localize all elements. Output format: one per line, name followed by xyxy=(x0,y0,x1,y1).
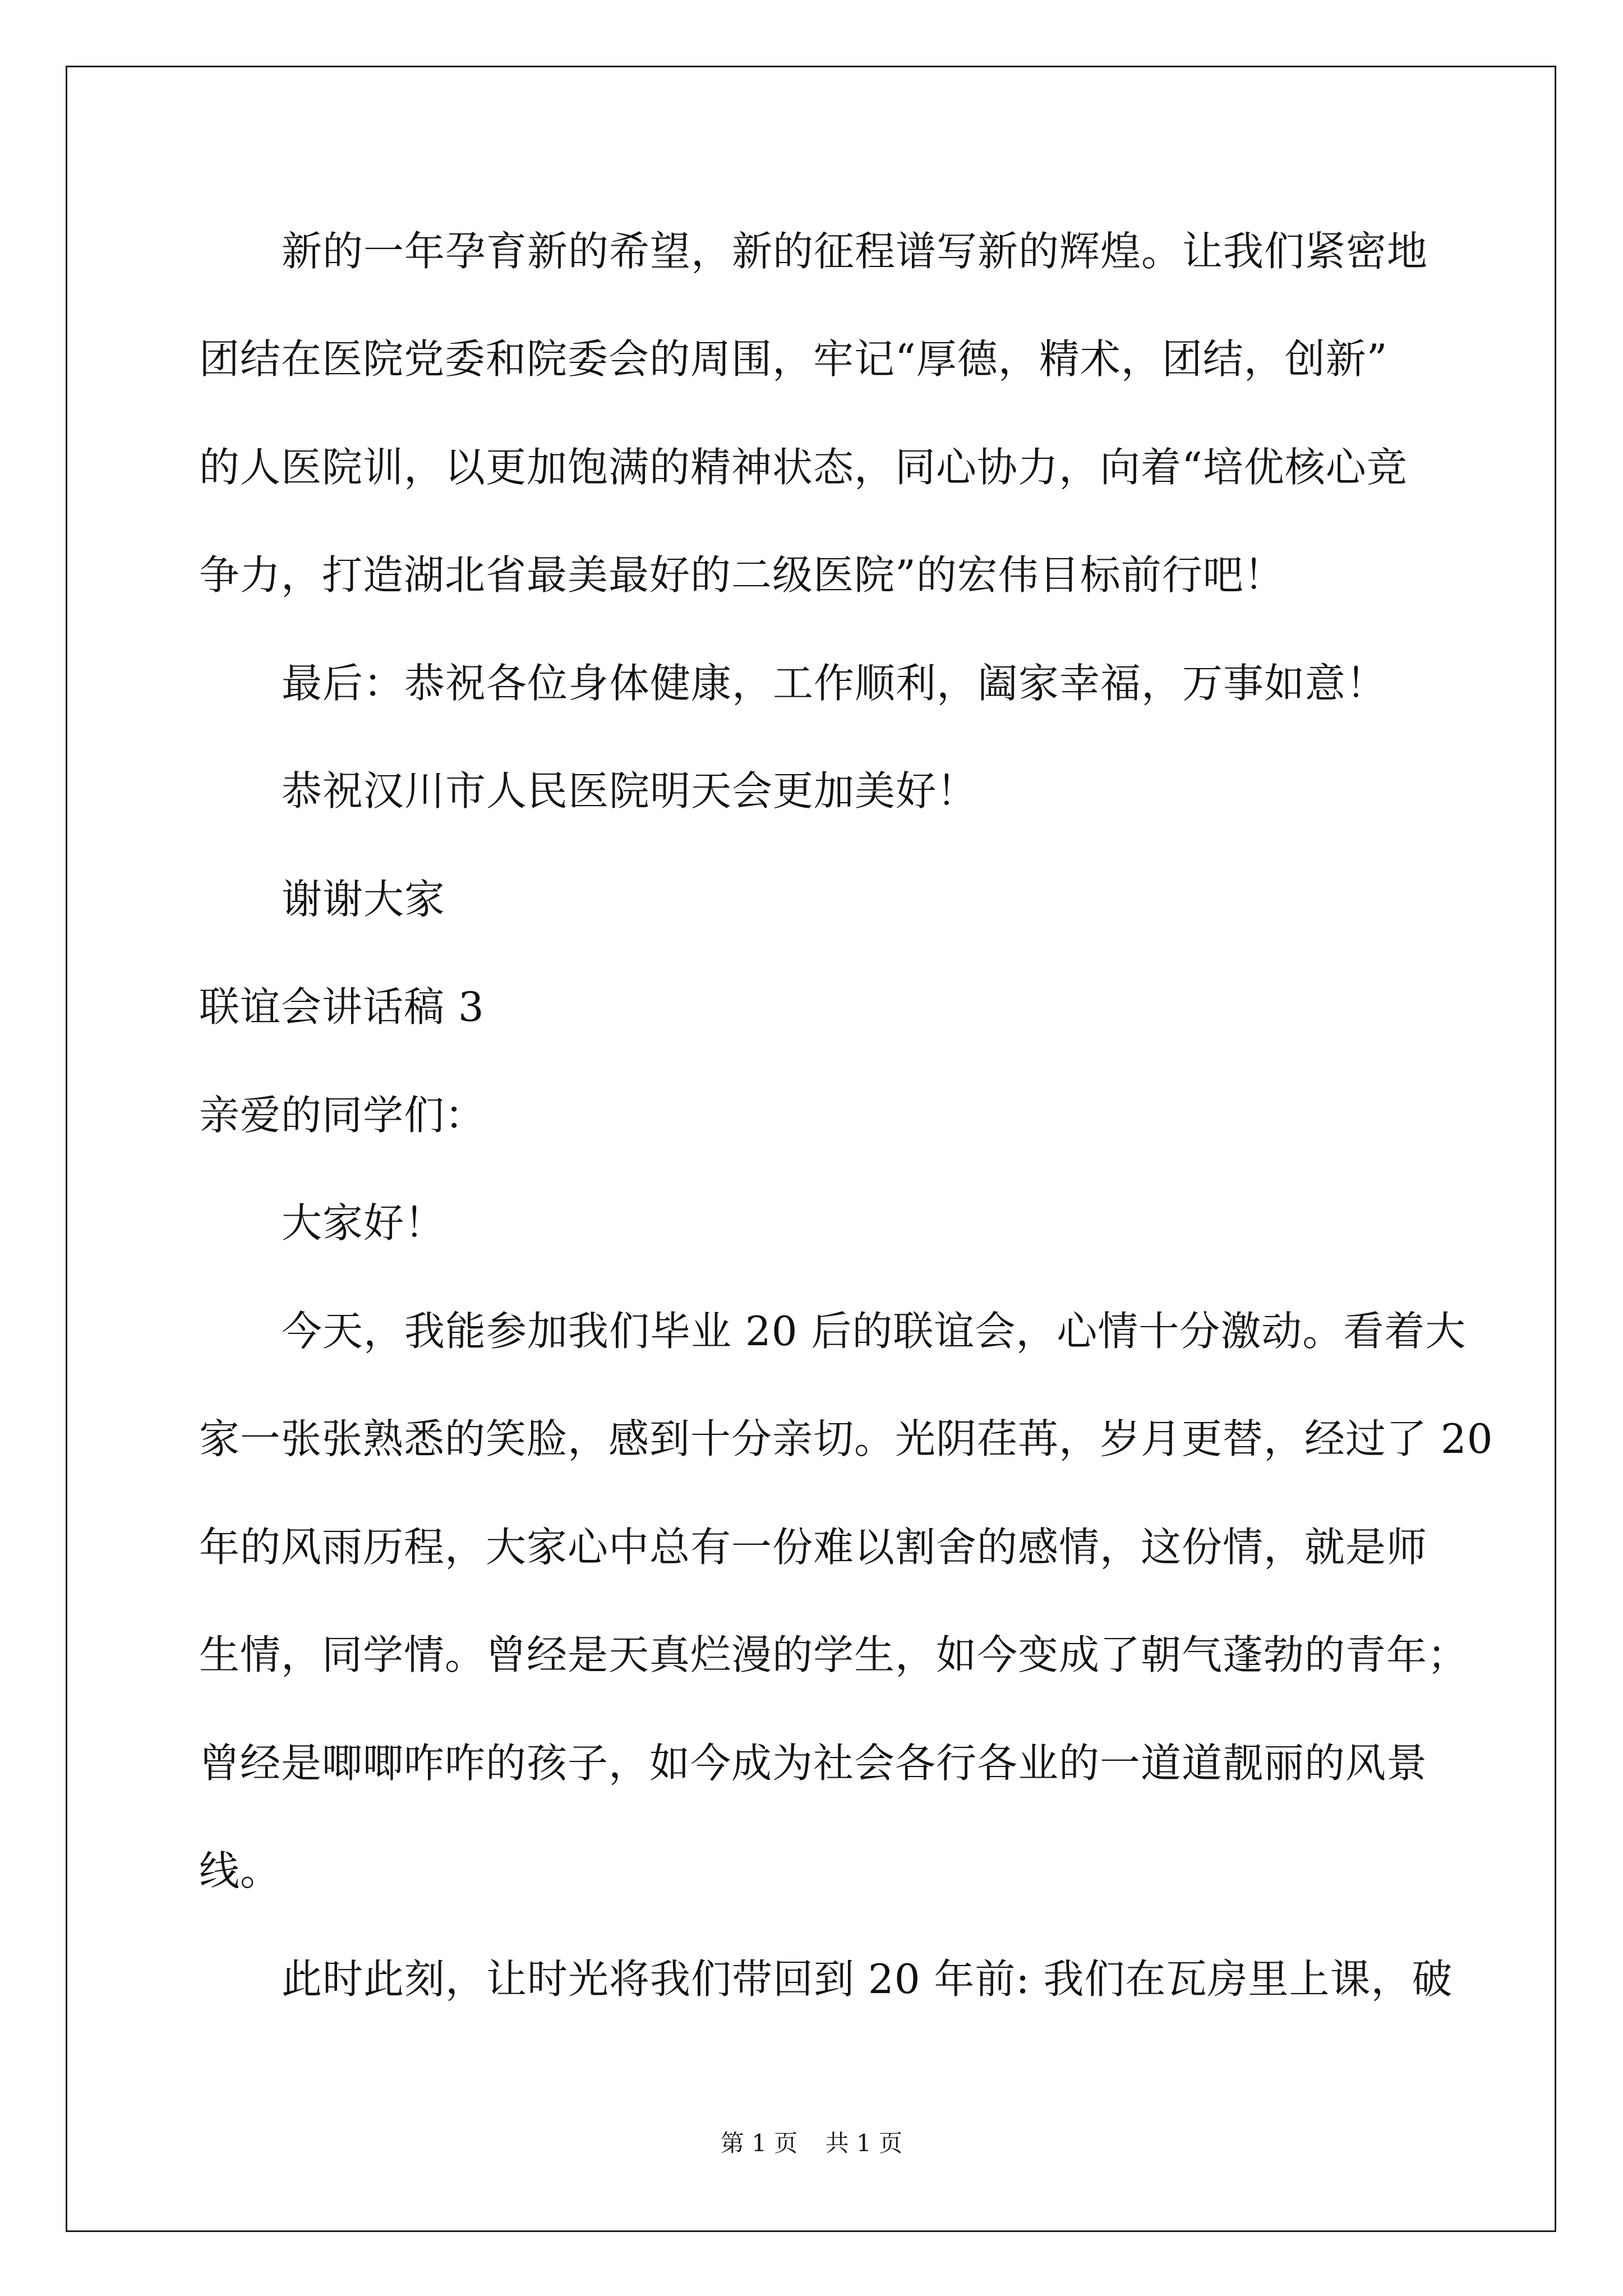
greeting: 大家好！ xyxy=(282,1199,446,1246)
page-border xyxy=(66,66,1556,2232)
text-line: 新的一年孕育新的希望，新的征程谱写新的辉煌。让我们紧密地 xyxy=(282,228,1428,275)
text-line: 生情，同学情。曾经是天真烂漫的学生，如今变成了朝气蓬勃的青年； xyxy=(199,1631,1469,1678)
section-heading: 联谊会讲话稿 3 xyxy=(199,983,485,1030)
text-line: 今天，我能参加我们毕业 20 后的联谊会，心情十分激动。看着大 xyxy=(282,1308,1467,1355)
text-line: 最后：恭祝各位身体健康，工作顺利，阖家幸福，万事如意！ xyxy=(282,660,1387,707)
text-line: 此时此刻，让时光将我们带回到 20 年前: 我们在瓦房里上课，破 xyxy=(282,1955,1453,2003)
text-line: 恭祝汉川市人民医院明天会更加美好！ xyxy=(282,767,978,815)
text-line: 谢谢大家 xyxy=(282,876,446,923)
text-line: 年的风雨历程，大家心中总有一份难以割舍的感情，这份情，就是师 xyxy=(199,1524,1428,1571)
text-line: 团结在医院党委和院委会的周围，牢记“厚德，精术，团结，创新” xyxy=(199,335,1388,383)
text-line: 线。 xyxy=(199,1847,282,1894)
salutation: 亲爱的同学们： xyxy=(199,1092,486,1139)
text-line: 家一张张熟悉的笑脸，感到十分亲切。光阴荏苒，岁月更替，经过了 20 xyxy=(199,1415,1493,1462)
text-line: 争力，打造湖北省最美最好的二级医院”的宏伟目标前行吧！ xyxy=(199,551,1285,599)
page-footer xyxy=(0,2129,1623,2157)
page-number: 第 1 页 xyxy=(720,2129,798,2157)
text-line: 曾经是唧唧咋咋的孩子，如今成为社会各行各业的一道道靓丽的风景 xyxy=(199,1740,1428,1787)
text-line: 的人医院训，以更加饱满的精神状态，同心协力，向着“培优核心竞 xyxy=(199,444,1408,491)
page-count: 共 1 页 xyxy=(825,2129,903,2157)
